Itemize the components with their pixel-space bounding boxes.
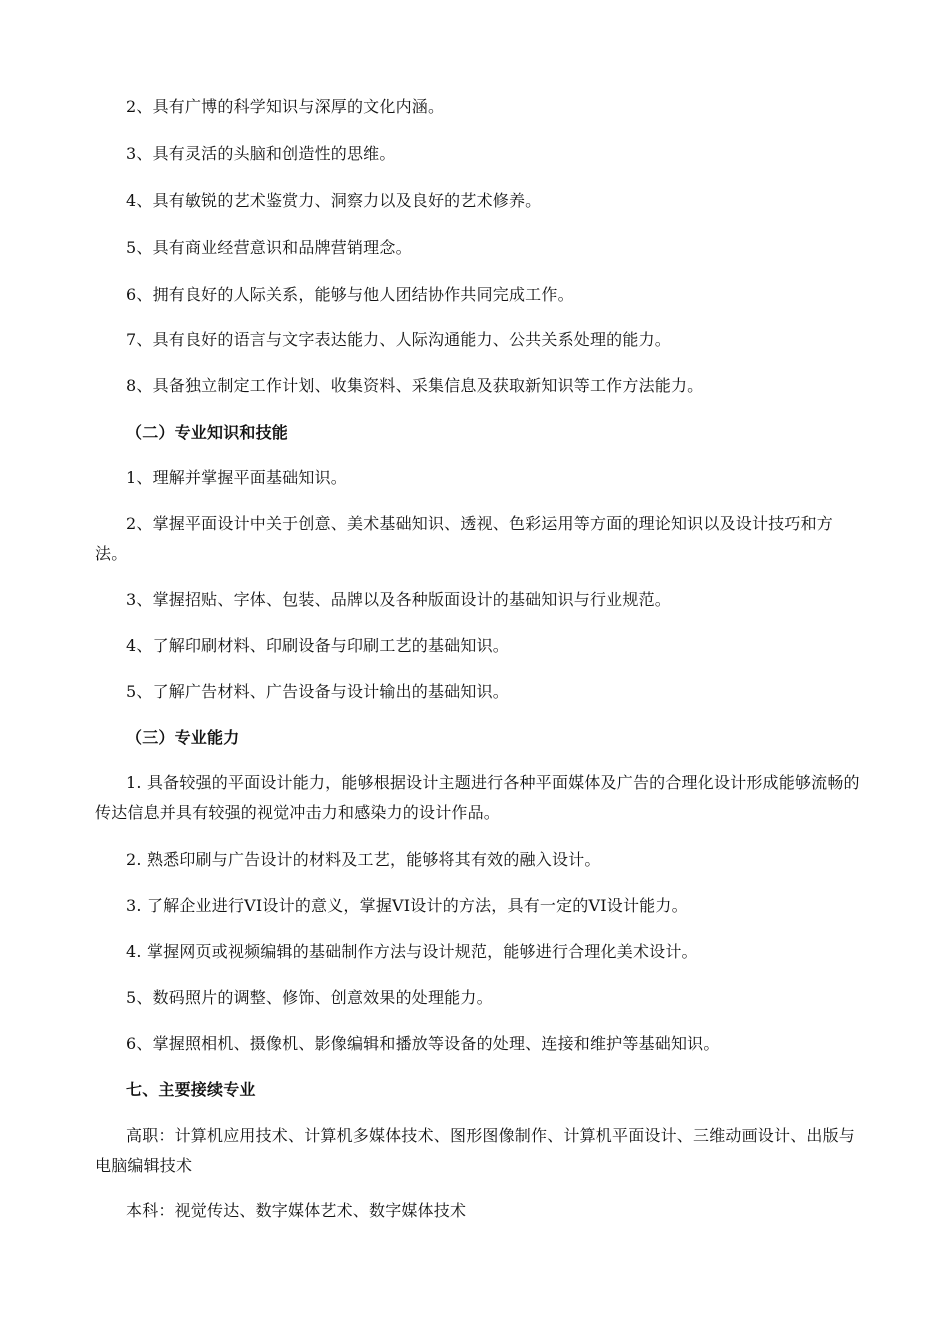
ability-heading: （三）专业能力 (126, 728, 240, 747)
ability-item-4: 4. 掌握网页或视频编辑的基础制作方法与设计规范，能够进行合理化美术设计。 (126, 942, 698, 961)
knowledge-item-5: 5、了解广告材料、广告设备与设计输出的基础知识。 (126, 682, 509, 701)
ability-item-5: 5、数码照片的调整、修饰、创意效果的处理能力。 (126, 988, 493, 1007)
knowledge-item-3: 3、掌握招贴、字体、包装、品牌以及各种版面设计的基础知识与行业规范。 (126, 590, 671, 609)
knowledge-item-1: 1、理解并掌握平面基础知识。 (126, 468, 347, 487)
general-item-7: 7、具有良好的语言与文字表达能力、人际沟通能力、公共关系处理的能力。 (126, 330, 671, 349)
continuation-heading: 七、主要接续专业 (126, 1080, 256, 1099)
general-item-2: 2、具有广博的科学知识与深厚的文化内涵。 (126, 97, 445, 116)
general-item-6: 6、拥有良好的人际关系，能够与他人团结协作共同完成工作。 (126, 285, 574, 304)
knowledge-item-2: 2、掌握平面设计中关于创意、美术基础知识、透视、色彩运用等方面的理论知识以及设计技巧和方法。 (95, 514, 833, 563)
continuation-higher-vocational: 高职：计算机应用技术、计算机多媒体技术、图形图像制作、计算机平面设计、三维动画设计、出版与电脑编辑技术 (95, 1126, 856, 1175)
knowledge-item-4: 4、了解印刷材料、印刷设备与印刷工艺的基础知识。 (126, 636, 509, 655)
ability-item-6: 6、掌握照相机、摄像机、影像编辑和播放等设备的处理、连接和维护等基础知识。 (126, 1034, 720, 1053)
knowledge-heading: （二）专业知识和技能 (126, 423, 289, 442)
general-item-5: 5、具有商业经营意识和品牌营销理念。 (126, 238, 412, 257)
ability-item-1: 1. 具备较强的平面设计能力，能够根据设计主题进行各种平面媒体及广告的合理化设计形成能够流畅的传达信息并具有较强的视觉冲击力和感染力的设计作品。 (95, 773, 860, 822)
general-item-4: 4、具有敏锐的艺术鉴赏力、洞察力以及良好的艺术修养。 (126, 191, 542, 210)
general-item-3: 3、具有灵活的头脑和创造性的思维。 (126, 144, 396, 163)
ability-item-2: 2. 熟悉印刷与广告设计的材料及工艺，能够将其有效的融入设计。 (126, 850, 601, 869)
ability-item-3: 3. 了解企业进行VI设计的意义，掌握VI设计的方法，具有一定的VI设计能力。 (126, 896, 688, 915)
continuation-undergraduate: 本科：视觉传达、数字媒体艺术、数字媒体技术 (126, 1201, 467, 1220)
general-item-8: 8、具备独立制定工作计划、收集资料、采集信息及获取新知识等工作方法能力。 (126, 376, 704, 395)
